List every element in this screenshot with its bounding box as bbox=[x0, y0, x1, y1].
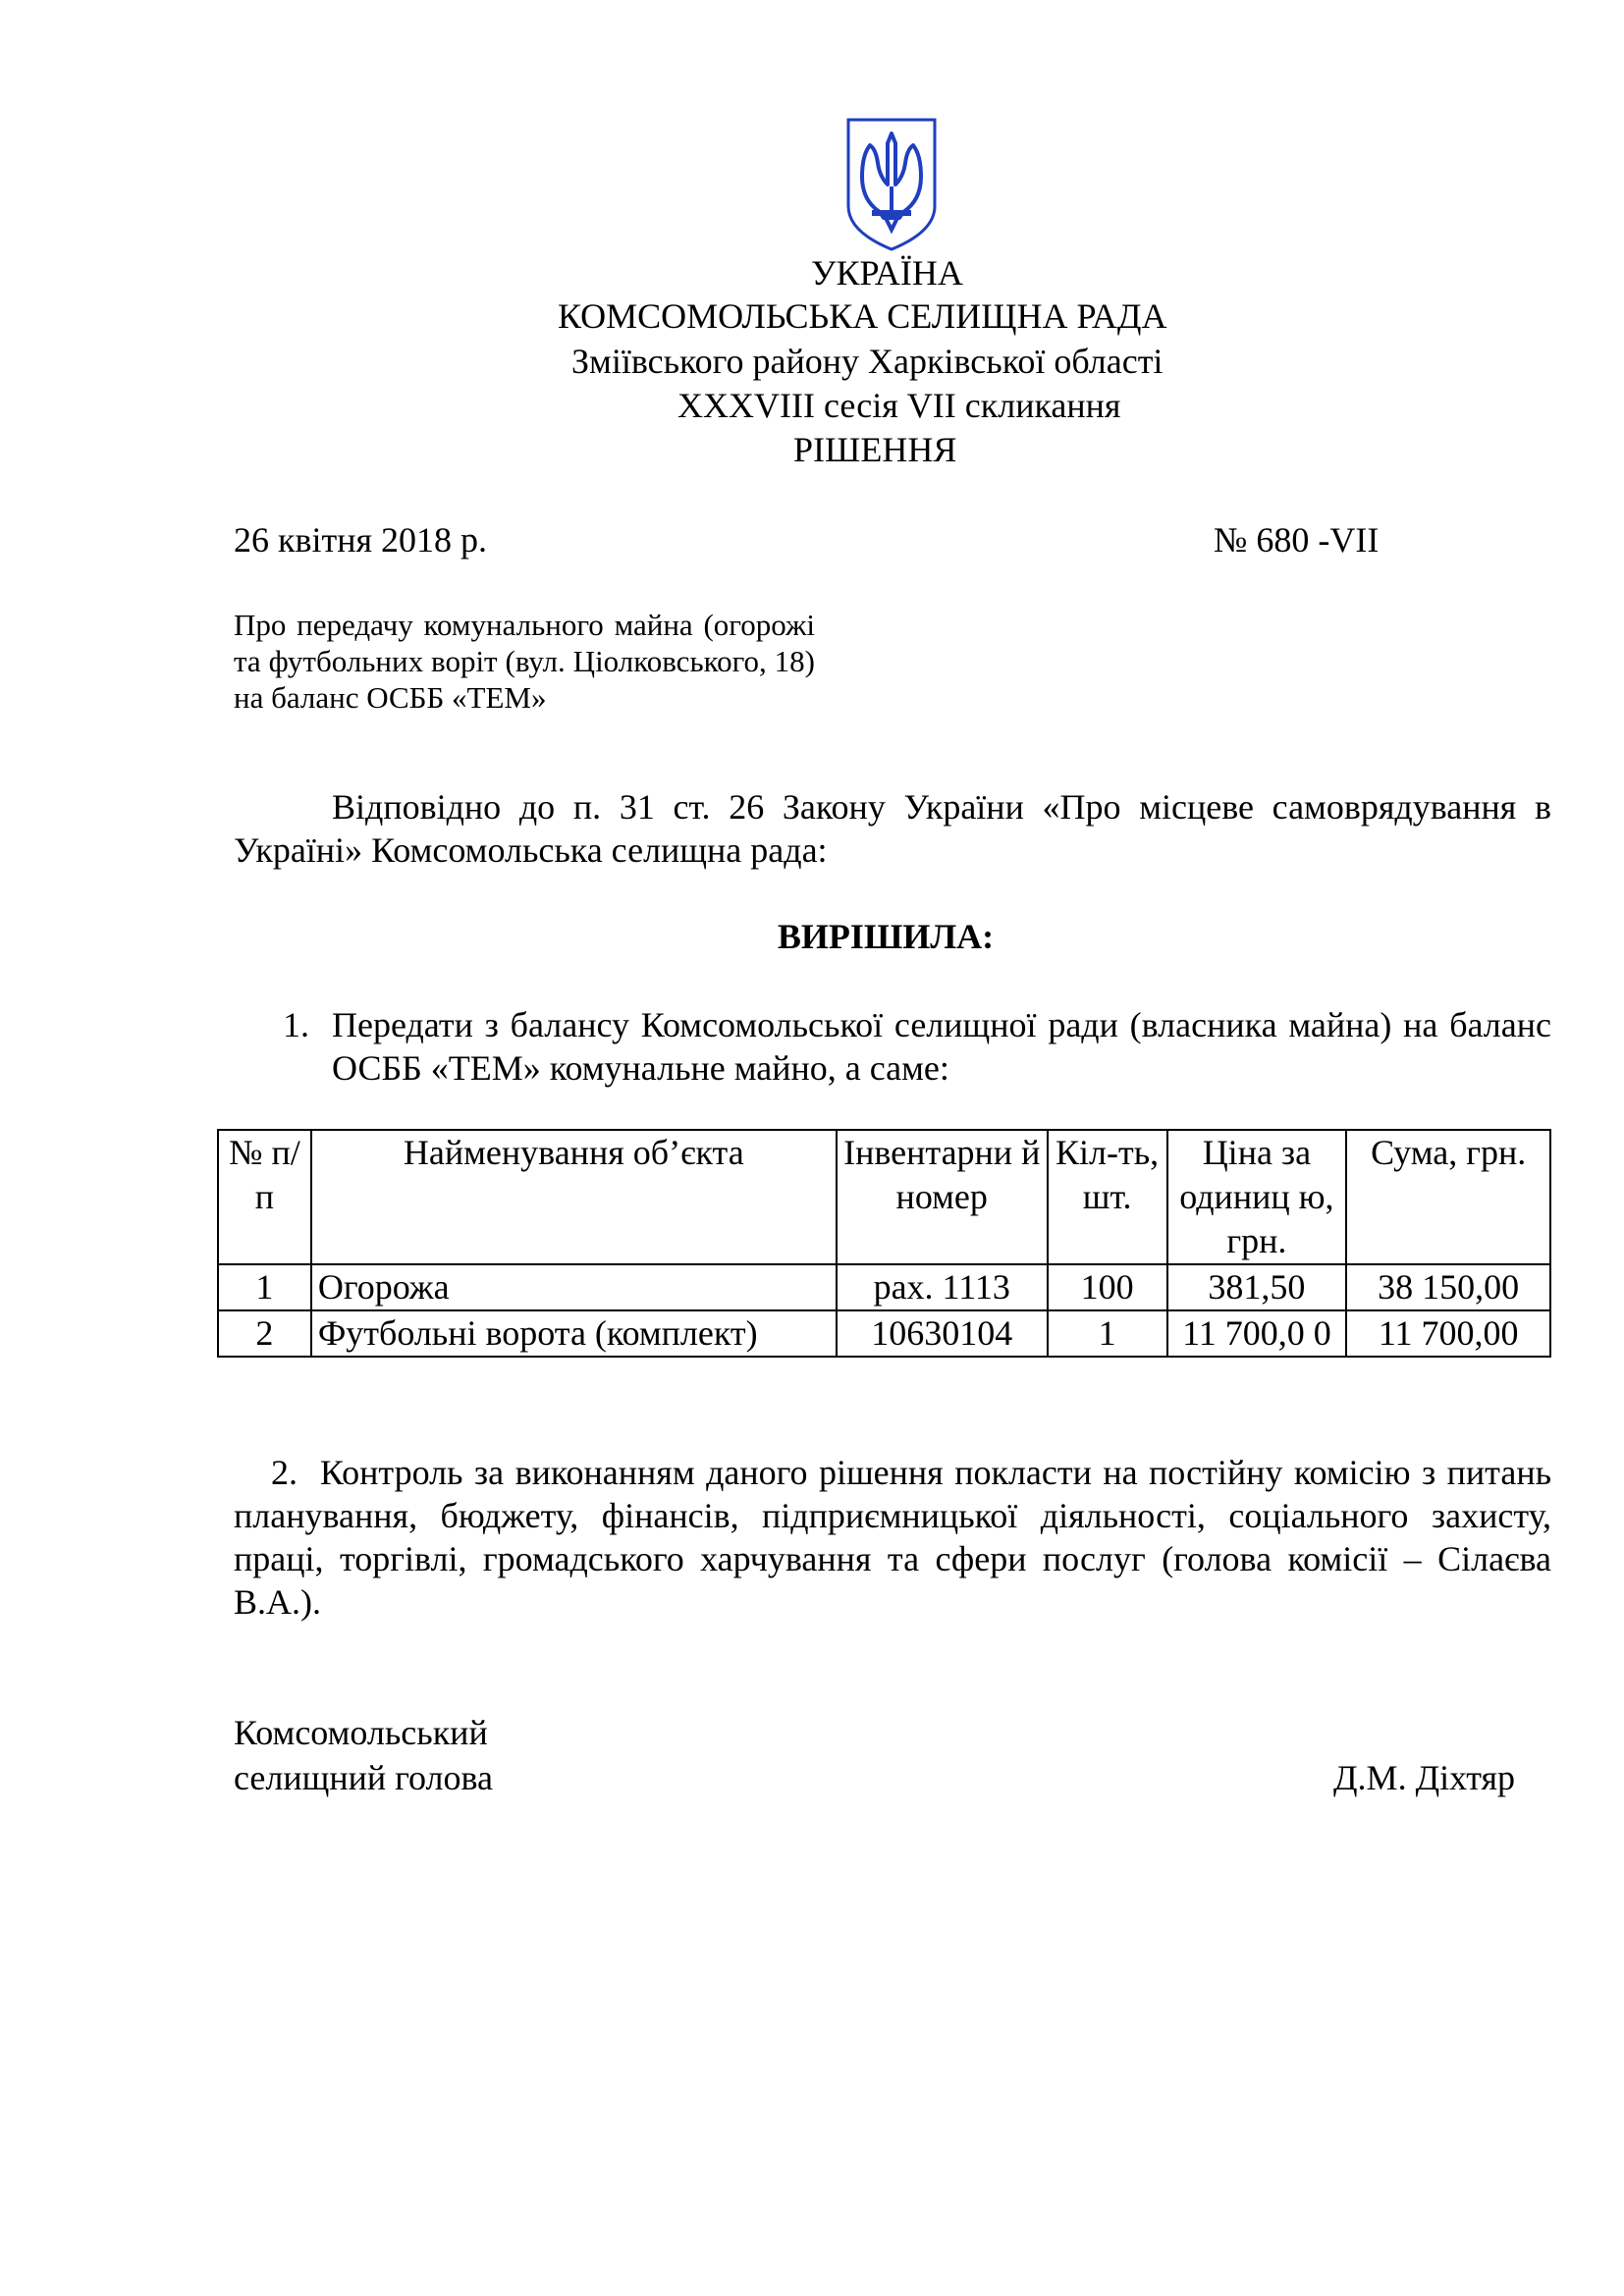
table-cell: рах. 1113 bbox=[837, 1264, 1048, 1310]
item-2-number: 2. bbox=[271, 1453, 298, 1492]
table-header-cell: Сума, грн. bbox=[1346, 1130, 1550, 1264]
council-title: КОМСОМОЛЬСЬКА СЕЛИЩНА РАДА bbox=[558, 296, 1167, 336]
table-cell: Огорожа bbox=[311, 1264, 837, 1310]
session-title: XXXVIII сесія VII скликання bbox=[677, 386, 1121, 425]
country-title: УКРАЇНА bbox=[811, 253, 963, 293]
table-cell: 100 bbox=[1048, 1264, 1167, 1310]
coat-of-arms-of-ukraine-icon bbox=[842, 116, 941, 253]
decision-number: № 680 -VII bbox=[1214, 520, 1380, 560]
signatory-title-line-2: селищний голова bbox=[234, 1758, 494, 1797]
preamble-paragraph: Відповідно до п. 31 ст. 26 Закону України «Про місцеве самоврядування в Україні» Комсомольська селищна рада: bbox=[234, 787, 1551, 870]
table-header-cell: Найменування об’єкта bbox=[311, 1130, 837, 1264]
table-header-row bbox=[218, 1130, 1550, 1264]
table-cell: Футбольні ворота (комплект) bbox=[311, 1310, 837, 1357]
table-cell: 2 bbox=[218, 1310, 311, 1357]
table-header-cell: Інвентарни й номер bbox=[837, 1130, 1048, 1264]
table-cell: 1 bbox=[1048, 1310, 1167, 1357]
decision-subject: Про передачу комунального майна (огорожі та футбольних воріт (вул. Ціолковського, 18) на баланс ОСББ «ТЕМ» bbox=[234, 608, 815, 715]
item-1-text: Передати з балансу Комсомольської селищної ради (власника майна) на баланс ОСББ «ТЕМ» комунальне майно, а саме: bbox=[332, 1005, 1551, 1088]
table-cell: 11 700,00 bbox=[1346, 1310, 1550, 1357]
table-header-cell: Ціна за одиниц ю, грн. bbox=[1167, 1130, 1347, 1264]
signatory-name: Д.М. Діхтяр bbox=[1333, 1758, 1516, 1797]
signatory-title-line-1: Комсомольський bbox=[234, 1713, 488, 1752]
item-2-text: Контроль за виконанням даного рішення покласти на постійну комісію з питань планування, бюджету, фінансів, підприємницької діяльності, соціального захисту, праці, торгівлі, громадського харчування та сфери послуг (голова комісії – Сілаєва В.А.). bbox=[234, 1453, 1551, 1622]
table-cell: 10630104 bbox=[837, 1310, 1048, 1357]
table-cell: 1 bbox=[218, 1264, 311, 1310]
table-row bbox=[218, 1264, 1550, 1310]
property-table bbox=[217, 1129, 1551, 1358]
item-1-number: 1. bbox=[283, 1005, 309, 1044]
table-header-cell: № п/п bbox=[218, 1130, 311, 1264]
table-header-cell: Кіл-ть, шт. bbox=[1048, 1130, 1167, 1264]
decision-date: 26 квітня 2018 р. bbox=[234, 520, 488, 560]
table-cell: 11 700,0 0 bbox=[1167, 1310, 1347, 1357]
document-type-title: РІШЕННЯ bbox=[793, 430, 957, 469]
district-title: Зміївського району Харківської області bbox=[571, 342, 1164, 381]
table-cell: 381,50 bbox=[1167, 1264, 1347, 1310]
decided-heading: ВИРІШИЛА: bbox=[777, 917, 995, 956]
item-2-paragraph bbox=[234, 1451, 1551, 1624]
table-cell: 38 150,00 bbox=[1346, 1264, 1550, 1310]
table-row bbox=[218, 1310, 1550, 1357]
